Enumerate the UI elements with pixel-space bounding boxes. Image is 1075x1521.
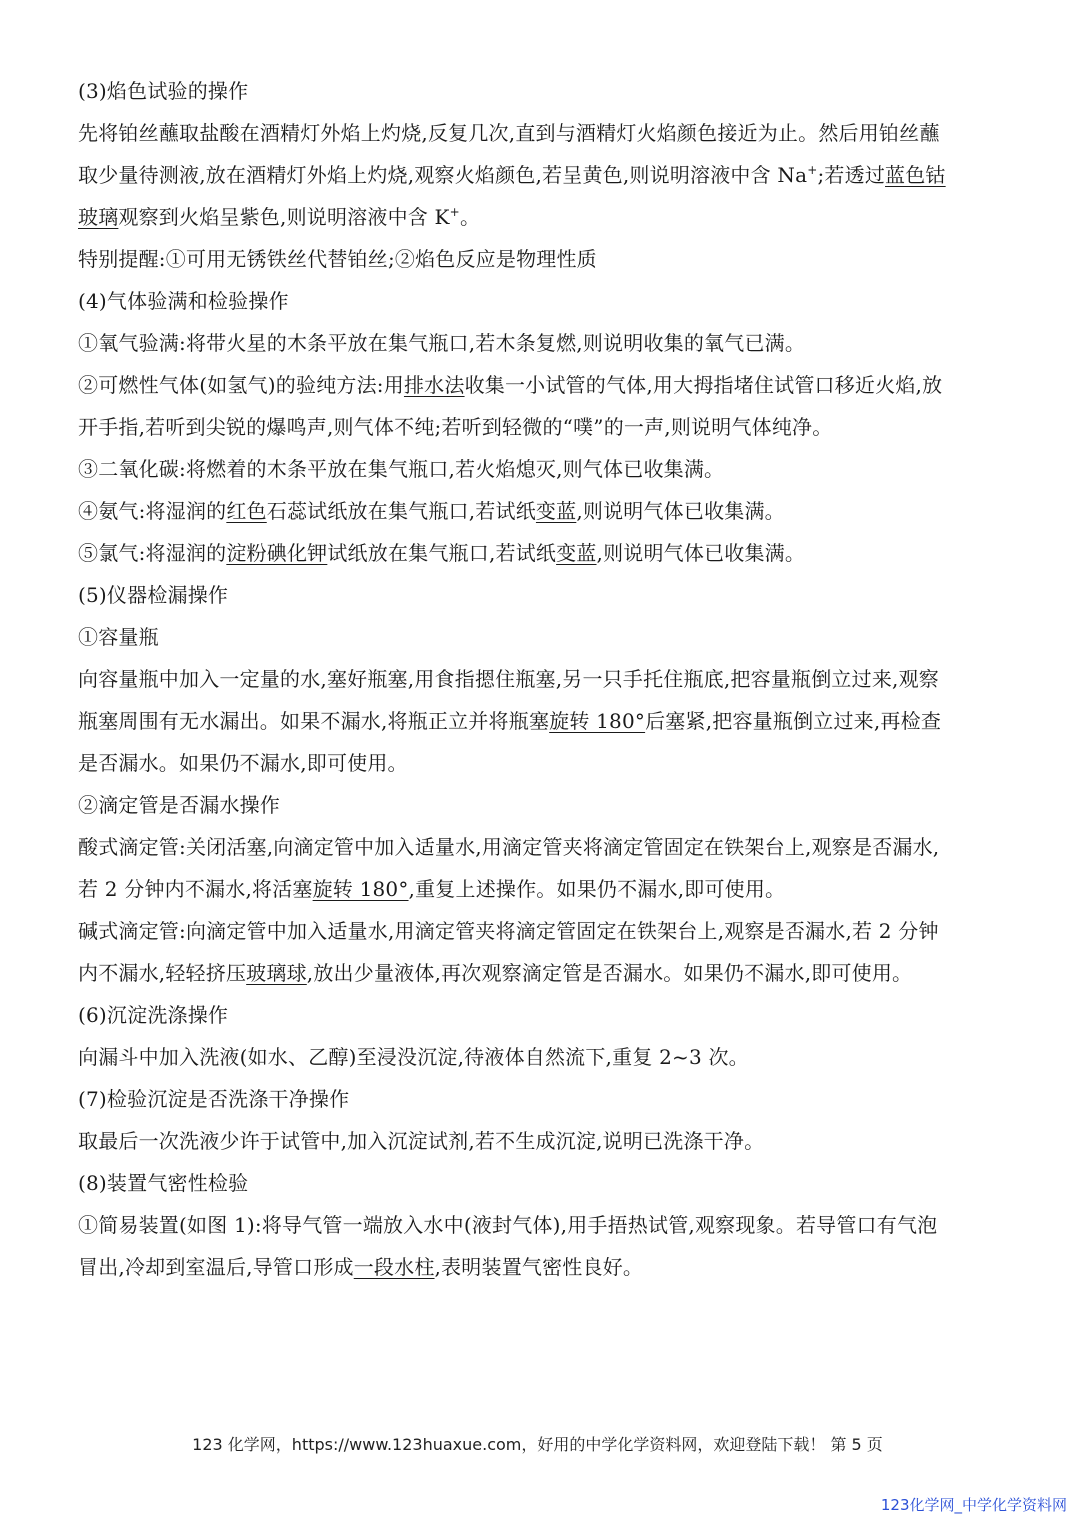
underlined-keyword: 旋转 180°: [549, 709, 646, 733]
underlined-keyword: 玻璃球: [246, 961, 307, 985]
text-segment: ④氨气:将湿润的: [78, 499, 227, 523]
text-segment: ,放出少量液体,再次观察滴定管是否漏水。如果仍不漏水,即可使用。: [306, 961, 913, 985]
text-segment: 碱式滴定管:向滴定管中加入适量水,用滴定管夹将滴定管固定在铁架台上,观察是否漏水,若 2 分钟: [78, 919, 939, 943]
text-line: [78, 1162, 248, 1204]
text-line: [78, 70, 248, 112]
text-segment: 酸式滴定管:关闭活塞,向滴定管中加入适量水,用滴定管夹将滴定管固定在铁架台上,观察是否漏水,: [78, 835, 940, 859]
text-segment: ,则说明气体已收集满。: [576, 499, 785, 523]
text-segment: (8)装置气密性检验: [78, 1171, 249, 1195]
underlined-keyword: 一段水柱: [353, 1255, 435, 1279]
text-segment: ,表明装置气密性良好。: [434, 1255, 644, 1279]
text-line: [78, 1120, 764, 1162]
text-line: [78, 1078, 349, 1120]
text-line: [78, 826, 939, 868]
text-line: [78, 112, 940, 154]
underlined-keyword: 变蓝: [535, 499, 577, 523]
text-segment: 若 2 分钟内不漏水,将活塞: [78, 877, 313, 901]
text-segment: ②可燃性气体(如氢气)的验纯方法:用: [78, 373, 404, 397]
text-line: [78, 910, 939, 952]
text-line: [78, 154, 946, 196]
text-segment: ②滴定管是否漏水操作: [78, 793, 280, 817]
text-line: [78, 448, 724, 490]
text-segment: 向漏斗中加入洗液(如水、乙醇)至浸没沉淀,待液体自然流下,重复 2~3 次。: [78, 1045, 749, 1069]
underlined-keyword: 淀粉碘化钾: [226, 541, 328, 565]
text-line: [78, 574, 228, 616]
text-line: [78, 196, 480, 238]
text-segment: (4)气体验满和检验操作: [78, 289, 289, 313]
underlined-keyword: 变蓝: [556, 541, 597, 565]
text-segment: (7)检验沉淀是否洗涤干净操作: [78, 1087, 350, 1111]
underlined-keyword: 旋转 180°: [312, 877, 409, 901]
text-segment: 开手指,若听到尖锐的爆鸣声,则气体不纯;若听到轻微的“噗”的一声,则说明气体纯净。: [78, 415, 833, 439]
text-line: [78, 1204, 937, 1246]
text-line: [78, 490, 785, 532]
text-segment: 是否漏水。如果仍不漏水,即可使用。: [78, 751, 408, 775]
text-segment: 冒出,冷却到室温后,导管口形成: [78, 1255, 354, 1279]
text-segment: 收集一小试管的气体,用大拇指堵住试管口移近火焰,放: [464, 373, 943, 397]
text-segment: ⑤氯气:将湿润的: [78, 541, 227, 565]
text-line: [78, 1036, 749, 1078]
text-segment: (6)沉淀洗涤操作: [78, 1003, 229, 1027]
text-line: [78, 742, 408, 784]
text-segment: 取少量待测液,放在酒精灯外焰上灼烧,观察火焰颜色,若呈黄色,则说明溶液中含 Na: [78, 163, 808, 187]
text-segment: 石蕊试纸放在集气瓶口,若试纸: [266, 499, 536, 523]
text-line: [78, 616, 159, 658]
underlined-keyword: 蓝色钴: [885, 163, 946, 187]
text-line: [78, 952, 912, 994]
text-line: [78, 868, 785, 910]
text-segment: ③二氧化碳:将燃着的木条平放在集气瓶口,若火焰熄灭,则气体已收集满。: [78, 457, 725, 481]
text-segment: 瓶塞周围有无水漏出。如果不漏水,将瓶正立并将瓶塞: [78, 709, 550, 733]
page-footer: 123 化学网，https://www.123huaxue.com，好用的中学化学资料网，欢迎登陆下载！ 第 5 页: [192, 1435, 883, 1454]
underlined-keyword: 排水法: [403, 373, 465, 397]
text-segment: 。: [459, 205, 481, 229]
text-segment: (5)仪器检漏操作: [78, 583, 229, 607]
text-segment: 观察到火焰呈紫色,则说明溶液中含 K: [118, 205, 450, 229]
text-segment: 内不漏水,轻轻挤压: [78, 961, 247, 985]
underlined-keyword: 红色: [226, 499, 267, 523]
text-line: [78, 406, 832, 448]
text-line: [78, 700, 941, 742]
site-watermark: 123化学网_中学化学资料网: [880, 1496, 1067, 1514]
text-segment: ,重复上述操作。如果仍不漏水,即可使用。: [408, 877, 786, 901]
text-segment: 先将铂丝蘸取盐酸在酒精灯外焰上灼烧,反复几次,直到与酒精灯火焰颜色接近为止。然后用铂丝蘸: [78, 121, 940, 145]
text-segment: ;若透过: [817, 163, 886, 187]
text-line: [78, 658, 939, 700]
text-line: [78, 280, 289, 322]
underlined-keyword: 玻璃: [78, 205, 119, 229]
text-line: [78, 532, 805, 574]
text-segment: ①氧气验满:将带火星的木条平放在集气瓶口,若木条复燃,则说明收集的氧气已满。: [78, 331, 806, 355]
text-segment: ①容量瓶: [78, 625, 159, 649]
text-segment: 取最后一次洗液少许于试管中,加入沉淀试剂,若不生成沉淀,说明已洗涤干净。: [78, 1129, 765, 1153]
text-segment: 向容量瓶中加入一定量的水,塞好瓶塞,用食指摁住瓶塞,另一只手托住瓶底,把容量瓶倒立过来,观察: [78, 667, 939, 691]
text-line: [78, 322, 805, 364]
text-segment: ①简易装置(如图 1):将导气管一端放入水中(液封气体),用手捂热试管,观察现象。若导管口有气泡: [78, 1213, 938, 1237]
text-segment: ,则说明气体已收集满。: [596, 541, 806, 565]
text-segment: 试纸放在集气瓶口,若试纸: [327, 541, 557, 565]
text-line: [78, 784, 280, 826]
text-segment: 后塞紧,把容量瓶倒立过来,再检查: [645, 709, 942, 733]
text-line: [78, 238, 597, 280]
text-segment: 特别提醒:①可用无锈铁丝代替铂丝;②焰色反应是物理性质: [78, 247, 597, 271]
text-line: [78, 1246, 643, 1288]
superscript-charge: +: [807, 163, 818, 177]
text-line: [78, 364, 942, 406]
superscript-charge: +: [449, 205, 460, 219]
text-segment: (3)焰色试验的操作: [78, 79, 249, 103]
text-line: [78, 994, 228, 1036]
